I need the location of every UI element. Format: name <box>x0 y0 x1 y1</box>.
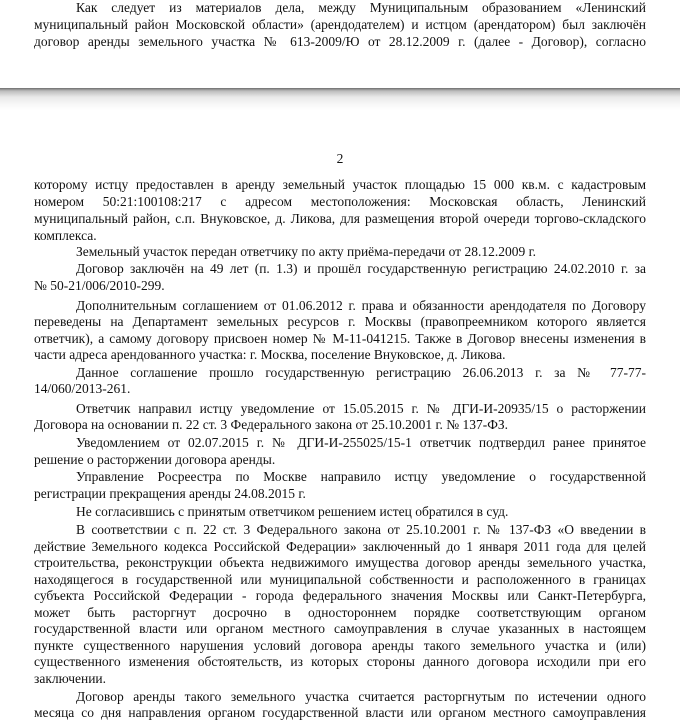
text-line: государственной власти или органом местного самоуправления в случае указанных в настоящем <box>34 621 646 636</box>
text-line: договор аренды земельного участка № 613-2009/Ю от 28.12.2009 г. (далее - Договор), согласно <box>34 34 646 49</box>
text-line: Договор заключён на 49 лет (п. 1.3) и прошёл государственную регистрацию 24.02.2010 г. за <box>76 261 646 276</box>
text-line: Уведомлением от 02.07.2015 г. № ДГИ-И-255025/15-1 ответчик подтвердил ранее принятое <box>76 435 646 450</box>
document-page-2 <box>0 110 680 720</box>
text-line: Данное соглашение прошло государственную регистрацию 26.06.2013 г. за № 77-77- <box>76 365 646 380</box>
text-line: № 50-21/006/2010-299. <box>34 278 165 293</box>
text-line: Дополнительным соглашением от 01.06.2012 г. права и обязанности арендодателя по Договору <box>76 298 646 313</box>
text-line: Ответчик направил истцу уведомление от 15.05.2015 г. № ДГИ-И-20935/15 о расторжении <box>76 401 646 416</box>
text-line: Земельный участок передан ответчику по акту приёма-передачи от 28.12.2009 г. <box>76 244 536 259</box>
previous-page-fragment <box>0 0 680 88</box>
text-line: Договора на основании п. 22 ст. 3 Федерального закона от 25.10.2001 г. № 137-ФЗ. <box>34 417 509 432</box>
text-line: решение о расторжении договора аренды. <box>34 452 276 467</box>
text-line: муниципальный район, с.п. Внуковское, д. Ликова, для размещения второй очереди торгово-складского <box>34 211 646 226</box>
text-line: Как следует из материалов дела, между Муниципальным образованием «Ленинский <box>76 0 646 15</box>
text-line: которому истцу предоставлен в аренду земельный участок площадью 15 000 кв.м. с кадастровым <box>34 177 646 192</box>
text-line: 14/060/2013-261. <box>34 381 131 396</box>
text-line: Управление Росреестра по Москве направило истцу уведомление о государственной <box>76 469 646 484</box>
text-line: части адреса арендованного участка: г. Москва, поселение Внуковское, д. Ликова. <box>34 347 506 362</box>
text-line: комплекса. <box>34 228 97 243</box>
text-line: Не согласившись с принятым ответчиком решением истец обратился в суд. <box>76 504 509 519</box>
text-line: месяца со дня направления органом государственной власти или органом местного самоуправления <box>34 705 646 720</box>
text-line: регистрации прекращения аренды 24.08.2015 г. <box>34 486 306 501</box>
text-line: номером 50:21:100108:217 с адресом местоположения: Московская область, Ленинский <box>34 194 646 209</box>
page-number: 2 <box>336 151 344 166</box>
text-line: строительства, реконструкции объекта недвижимого имущества договор аренды земельного участка, <box>34 555 646 570</box>
text-line: находящегося в государственной или муниципальной собственности и расположенного в границах <box>34 572 646 587</box>
text-line: может быть расторгнут досрочно в одностороннем порядке соответствующим органом <box>34 605 646 620</box>
text-line: муниципальный район Московской области» (арендодателем) и истцом (арендатором) был заключён <box>34 17 646 32</box>
page-separator <box>0 88 680 110</box>
text-line: заключении. <box>34 671 107 686</box>
text-line: действие Земельного кодекса Российской Федерации» заключенный до 1 января 2011 года для целей <box>34 539 646 554</box>
text-line: переведены на Департамент земельных ресурсов г. Москвы (правопреемником которого является <box>34 314 646 329</box>
text-line: пункте существенного нарушения условий договора аренды такого земельного участка и (или) <box>34 638 646 653</box>
text-line: ответчик), а самому договору присвоен номер № М-11-041215. Также в Договор внесены изменения в <box>34 331 646 346</box>
text-line: В соответствии с п. 22 ст. 3 Федерального закона от 25.10.2001 г. № 137-ФЗ «О введении в <box>76 522 646 537</box>
text-line: Договор аренды такого земельного участка считается расторгнутым по истечении одного <box>76 689 646 704</box>
text-line: существенного изменения обстоятельств, из которых стороны данного договора исходили при его <box>34 654 646 669</box>
text-line: субъекта Российской Федерации - города федерального значения Москвы или Санкт-Петербурга, <box>34 588 646 603</box>
